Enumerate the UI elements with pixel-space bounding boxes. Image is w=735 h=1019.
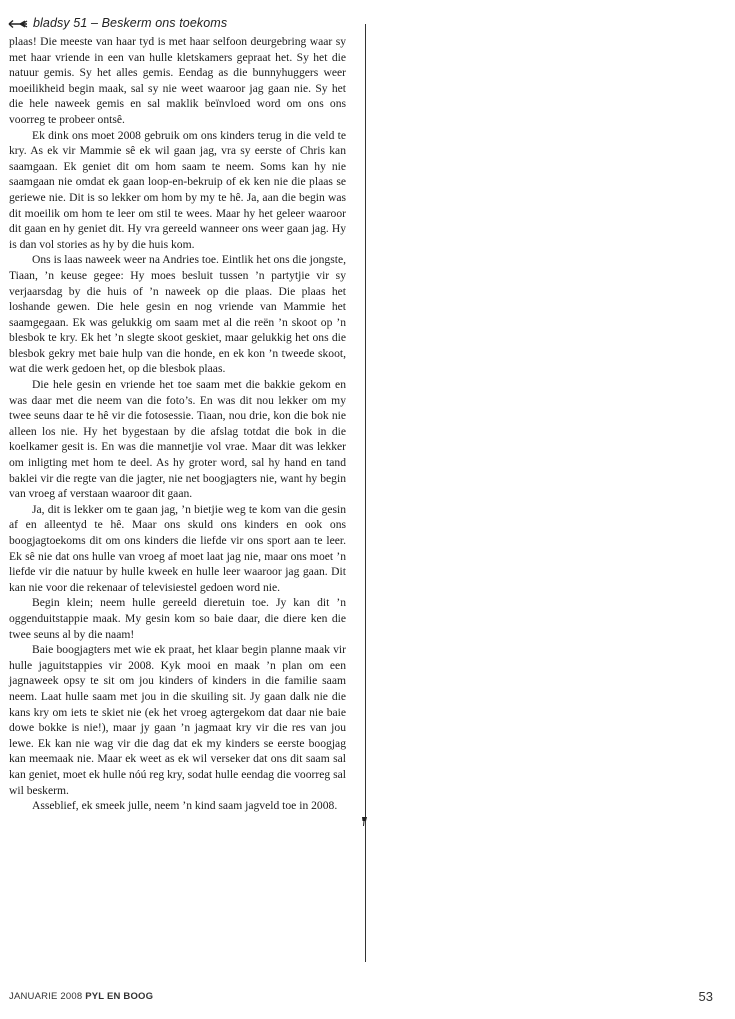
paragraph: plaas! Die meeste van haar tyd is met haar selfoon deurgebring waar sy met haar vriende in een van hulle kletskamers gepraat het. Sy het die natuur gemis. Sy het alles gemis. Eendag as die bunnyhuggers weer moeilikheid begin maak, sal sy nie weet waaroor jag gaan nie. Sy het die hele naweek gemis en sal maklik beïnvloed word om ons ons voorreg te probeer ontsê. xyxy=(9,35,346,126)
arrow-icon xyxy=(8,17,28,29)
footer-issue-date: JANUARIE 2008 xyxy=(9,990,83,1002)
paragraph: Baie boogjagters met wie ek praat, het klaar begin planne maak vir hulle jaguitstappies vir 2008. Kyk mooi en maak ’n plan om een jagnaweek opsy te sit om jou kinders of kinders in die familie saam neem. Laat hulle saam met jou in die skuiling sit. Jy gaan dalk nie die kans kry om iets te skiet nie (ek het vroeg agtergekom dat daar nie baie dowe bokke is nie!), maar jy gaan ’n jagmaat kry vir die res van jou lewe. Ek kan nie wag vir die dag dat ek my kinders se eerste boogjag kan meemaak nie. Maar ek weet as ek wil verseker dat ons dit saam sal kan geniet, moet ek hulle nóú reg kry, sodat hulle eendag die voorreg sal wil beskerm. xyxy=(9,643,346,797)
paragraph: Die hele gesin en vriende het toe saam met die bakkie gekom en was daar met die neem van die foto’s. En was dit nou lekker om my twee seuns daar te hê vir die fotosessie. Tiaan, nou drie, kon die bok nie alleen los nie. Hy het bygestaan by die afslag totdat die bok in die koelkamer gesit is. En was die mannetjie vol vrae. Maar dit was lekker om inligting met hom te deel. As hy groter word, sal hy hand en tand baklei vir die regte van die jagter, nie net boogjagters nie, want hy begin van vroeg af verstaan waaroor dit gaan. xyxy=(9,378,346,501)
page-number: 53 xyxy=(698,988,713,1004)
paragraph: Ek dink ons moet 2008 gebruik om ons kinders terug in die veld te kry. As ek vir Mammie sê ek wil gaan jag, vra sy eerste of Chris kan saamgaan. Ek geniet dit om hom saam te neem. Soms kan hy nie saamgaan nie omdat ek gaan loop-en-bekruip of ek ken nie die plaas se geriewe nie. Dit is so lekker om hom by my te hê. Ja, aan die begin was dit moeilik om hom te leer om stil te wees. Maar hy het geleer waaroor dit gaan en hy geniet dit. Hy vra gereeld wanneer ons weer gaan jag. Hy is dan vol stories as hy by die huis kom. xyxy=(9,128,346,251)
header-title: bladsy 51 – Beskerm ons toekoms xyxy=(33,16,228,30)
paragraph: Ons is laas naweek weer na Andries toe. Eintlik het ons die jongste, Tiaan, ’n keuse gegee: Hy moes besluit tussen ’n partytjie vir sy verjaarsdag by die huis of ’n naweek op die plaas. Die plaas het loshande gewen. Die hele gesin en nog vriende van Mammie het saamgegaan. Ek was gelukkig om saam met al die reën ’n skoot op ’n blesbok te kry. Ek het ’n slegte skoot geskiet, maar gelukkig het ons die blesbok gekry met baie hulp van die honde, en ek kon ’n tweede skoot, wat die werk gedoen het, op die blesbok plaas. xyxy=(9,253,346,376)
paragraph-last xyxy=(9,798,346,814)
end-of-article-icon xyxy=(337,816,346,827)
page-header xyxy=(8,14,227,32)
article-body xyxy=(9,34,346,827)
footer-issue xyxy=(9,991,153,1002)
footer-magazine-name: PYL EN BOOG xyxy=(85,990,154,1002)
paragraph-text: Asseblief, ek smeek julle, neem ’n kind saam jagveld toe in 2008. xyxy=(32,799,338,813)
paragraph: Ja, dit is lekker om te gaan jag, ’n bietjie weg te kom van die gesin af en alleentyd te hê. Maar ons skuld ons kinders en ook ons boogjagtoekoms dit om ons kinders die liefde vir ons sport aan te leer. Ek sê nie dat ons hulle van vroeg af moet laat jag nie, maar ons moet ’n liefde vir die natuur by hulle kweek en hulle leer waaroor jag gaan. Dit kan nie voor die rekenaar of televisiestel gedoen word nie. xyxy=(9,502,346,594)
paragraph: Begin klein; neem hulle gereeld dieretuin toe. Jy kan dit ’n oggenduitstappie maak. My gesin kom so baie daar, die diere ken die twee seuns al by die naam! xyxy=(9,596,346,641)
page-footer xyxy=(9,988,713,1004)
